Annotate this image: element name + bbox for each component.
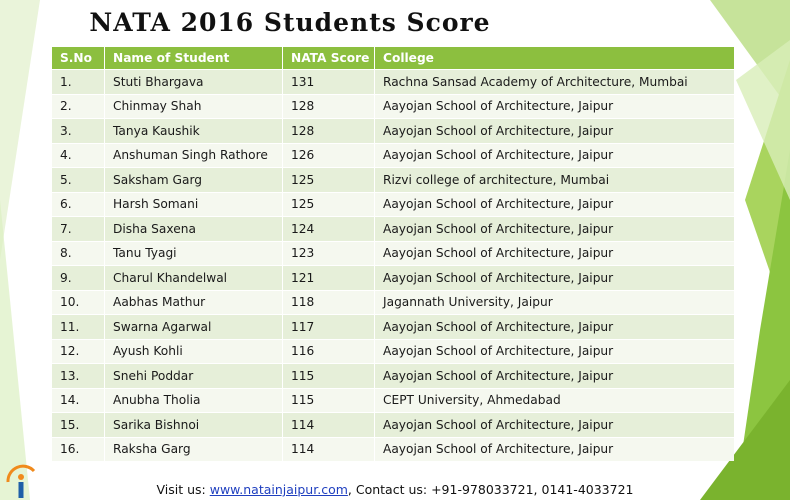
cell-student-name: Charul Khandelwal bbox=[105, 266, 283, 290]
cell-student-name: Chinmay Shah bbox=[105, 95, 283, 119]
table-row bbox=[52, 291, 734, 315]
cell-student-name: Sarika Bishnoi bbox=[105, 413, 283, 437]
table-row bbox=[52, 70, 734, 94]
cell-score: 131 bbox=[283, 70, 375, 94]
table-row bbox=[52, 315, 734, 339]
table-row bbox=[52, 389, 734, 413]
table-row bbox=[52, 217, 734, 241]
cell-college: Rizvi college of architecture, Mumbai bbox=[375, 168, 734, 192]
table-header-row bbox=[52, 47, 734, 69]
cell-score: 125 bbox=[283, 168, 375, 192]
header-score: NATA Score bbox=[283, 47, 375, 69]
table-row bbox=[52, 242, 734, 266]
scores-table bbox=[52, 46, 734, 462]
cell-score: 117 bbox=[283, 315, 375, 339]
header-sno: S.No bbox=[52, 47, 105, 69]
footer-contact bbox=[0, 482, 790, 497]
cell-score: 116 bbox=[283, 340, 375, 364]
cell-college: CEPT University, Ahmedabad bbox=[375, 389, 734, 413]
table-row bbox=[52, 340, 734, 364]
cell-student-name: Saksham Garg bbox=[105, 168, 283, 192]
page-title: NATA 2016 Students Score bbox=[89, 8, 491, 37]
cell-sno: 13. bbox=[52, 364, 105, 388]
table-row bbox=[52, 364, 734, 388]
cell-sno: 10. bbox=[52, 291, 105, 315]
cell-score: 115 bbox=[283, 389, 375, 413]
cell-college: Aayojan School of Architecture, Jaipur bbox=[375, 242, 734, 266]
cell-sno: 7. bbox=[52, 217, 105, 241]
table-row bbox=[52, 95, 734, 119]
cell-score: 115 bbox=[283, 364, 375, 388]
table-row bbox=[52, 193, 734, 217]
cell-college: Jagannath University, Jaipur bbox=[375, 291, 734, 315]
cell-student-name: Snehi Poddar bbox=[105, 364, 283, 388]
cell-score: 114 bbox=[283, 413, 375, 437]
cell-score: 114 bbox=[283, 438, 375, 462]
cell-sno: 4. bbox=[52, 144, 105, 168]
footer-contact-text: , Contact us: +91-978033721, 0141-4033721 bbox=[347, 482, 634, 497]
cell-student-name: Stuti Bhargava bbox=[105, 70, 283, 94]
cell-score: 128 bbox=[283, 95, 375, 119]
cell-score: 123 bbox=[283, 242, 375, 266]
cell-student-name: Raksha Garg bbox=[105, 438, 283, 462]
cell-college: Aayojan School of Architecture, Jaipur bbox=[375, 95, 734, 119]
footer-visit-label: Visit us: bbox=[156, 482, 210, 497]
table-row bbox=[52, 168, 734, 192]
cell-college: Aayojan School of Architecture, Jaipur bbox=[375, 315, 734, 339]
cell-college: Aayojan School of Architecture, Jaipur bbox=[375, 413, 734, 437]
cell-college: Aayojan School of Architecture, Jaipur bbox=[375, 193, 734, 217]
table-row bbox=[52, 413, 734, 437]
cell-sno: 1. bbox=[52, 70, 105, 94]
header-college: College bbox=[375, 47, 734, 69]
cell-sno: 11. bbox=[52, 315, 105, 339]
cell-sno: 6. bbox=[52, 193, 105, 217]
cell-sno: 2. bbox=[52, 95, 105, 119]
cell-student-name: Aabhas Mathur bbox=[105, 291, 283, 315]
cell-student-name: Ayush Kohli bbox=[105, 340, 283, 364]
cell-score: 124 bbox=[283, 217, 375, 241]
cell-score: 121 bbox=[283, 266, 375, 290]
cell-student-name: Tanya Kaushik bbox=[105, 119, 283, 143]
cell-score: 118 bbox=[283, 291, 375, 315]
header-name: Name of Student bbox=[105, 47, 283, 69]
cell-sno: 12. bbox=[52, 340, 105, 364]
cell-sno: 15. bbox=[52, 413, 105, 437]
cell-college: Aayojan School of Architecture, Jaipur bbox=[375, 266, 734, 290]
cell-score: 128 bbox=[283, 119, 375, 143]
cell-college: Aayojan School of Architecture, Jaipur bbox=[375, 144, 734, 168]
cell-student-name: Anubha Tholia bbox=[105, 389, 283, 413]
cell-college: Rachna Sansad Academy of Architecture, Mumbai bbox=[375, 70, 734, 94]
cell-sno: 8. bbox=[52, 242, 105, 266]
cell-student-name: Disha Saxena bbox=[105, 217, 283, 241]
table-row bbox=[52, 144, 734, 168]
cell-sno: 16. bbox=[52, 438, 105, 462]
cell-score: 126 bbox=[283, 144, 375, 168]
cell-student-name: Anshuman Singh Rathore bbox=[105, 144, 283, 168]
cell-sno: 5. bbox=[52, 168, 105, 192]
cell-college: Aayojan School of Architecture, Jaipur bbox=[375, 217, 734, 241]
website-link[interactable]: www.natainjaipur.com bbox=[209, 482, 348, 497]
cell-college: Aayojan School of Architecture, Jaipur bbox=[375, 364, 734, 388]
cell-college: Aayojan School of Architecture, Jaipur bbox=[375, 438, 734, 462]
cell-score: 125 bbox=[283, 193, 375, 217]
cell-sno: 14. bbox=[52, 389, 105, 413]
cell-sno: 3. bbox=[52, 119, 105, 143]
table-row bbox=[52, 266, 734, 290]
cell-student-name: Harsh Somani bbox=[105, 193, 283, 217]
cell-student-name: Tanu Tyagi bbox=[105, 242, 283, 266]
cell-sno: 9. bbox=[52, 266, 105, 290]
cell-student-name: Swarna Agarwal bbox=[105, 315, 283, 339]
cell-college: Aayojan School of Architecture, Jaipur bbox=[375, 119, 734, 143]
table-row bbox=[52, 438, 734, 462]
cell-college: Aayojan School of Architecture, Jaipur bbox=[375, 340, 734, 364]
table-row bbox=[52, 119, 734, 143]
